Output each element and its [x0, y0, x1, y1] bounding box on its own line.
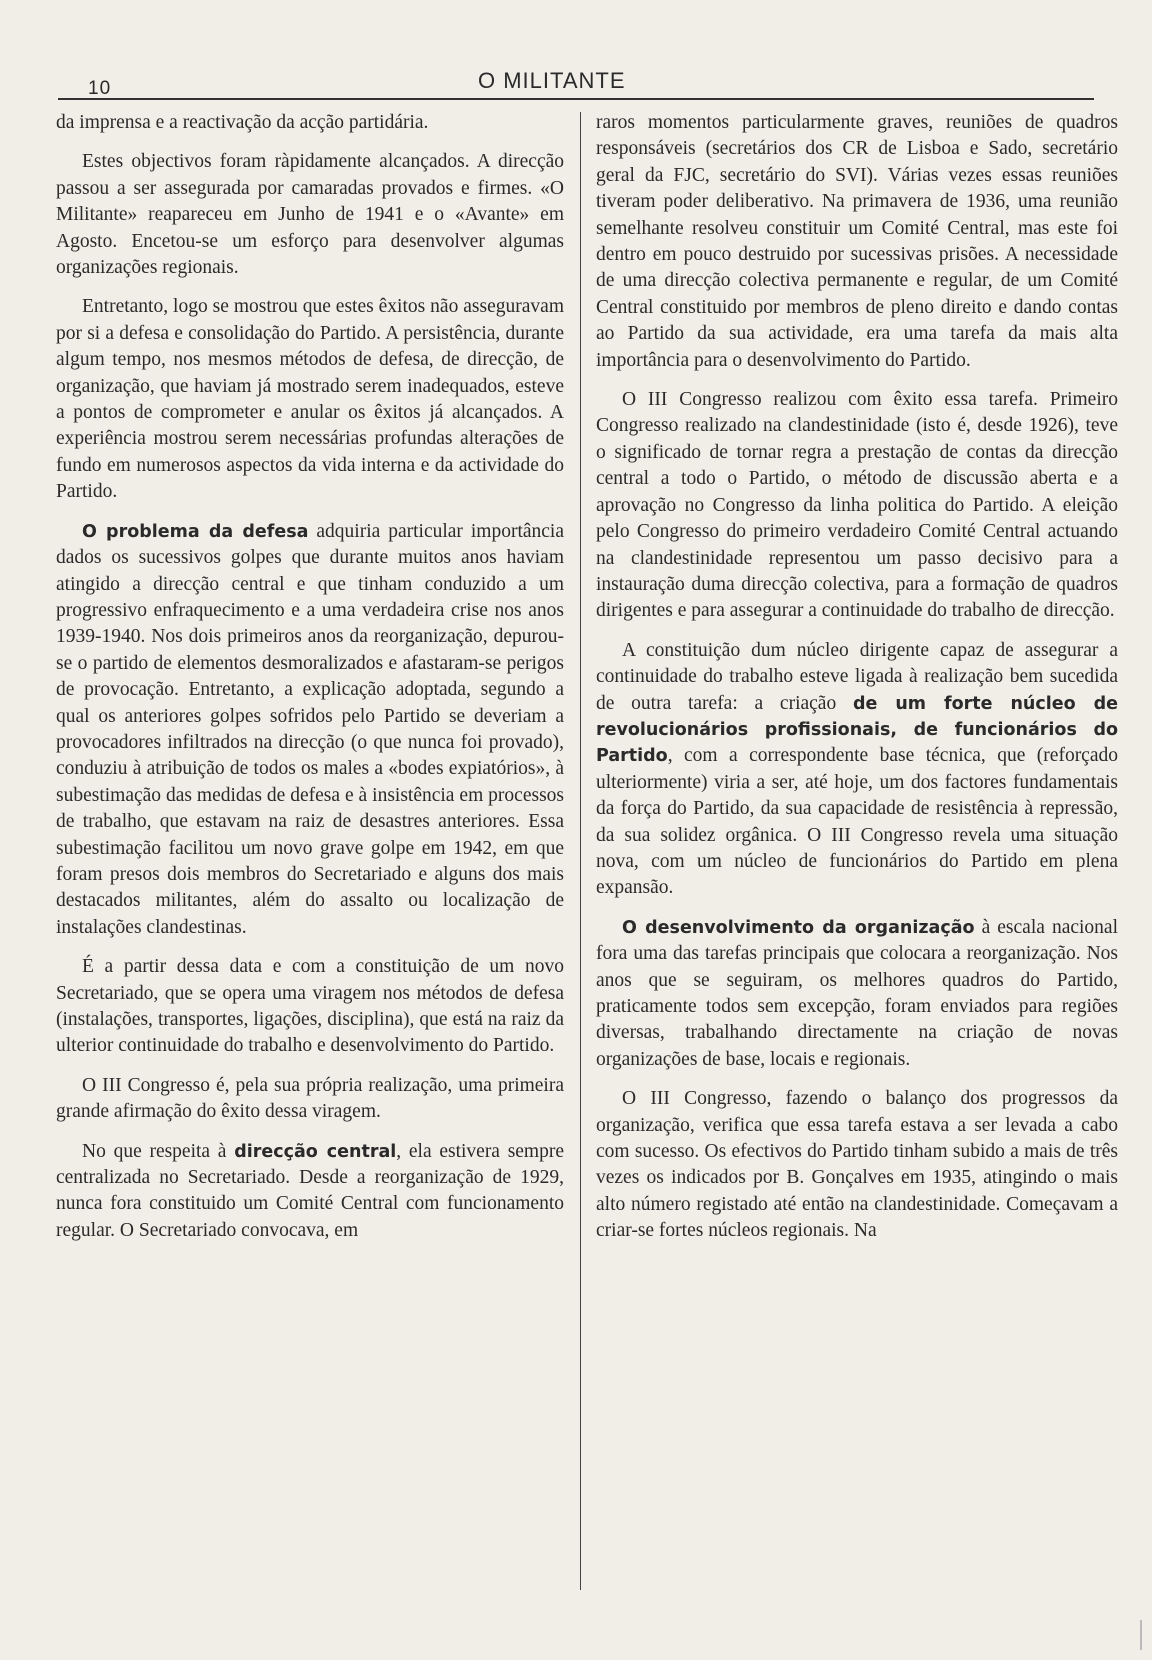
section-lead: O desenvolvimento da organização [622, 917, 975, 938]
paragraph [596, 915, 1118, 1073]
page-number: 10 [88, 78, 112, 99]
paragraph: raros momentos particularmente graves, reuniões de quadros responsáveis (secretários dos CR de Lisboa e Sado, secretário geral da FJC, secretário do SVI). Várias vezes essas reuniões tiveram poder deliberativo. Na primavera de 1936, uma reunião semelhante resolveu constituir um Comité Central, mas este foi dentro em pouco destruido por sucessivas prisões. A necessidade de uma direcção colectiva permanente e regular, de um Comité Central constituido por membros de pleno direito e dando contas ao Partido da sua actividade, era uma tarefa da mais alta importância para o desenvolvimento do Partido. [596, 112, 1118, 371]
paragraph: Entretanto, logo se mostrou que estes êxitos não asseguravam por si a defesa e consolidação do Partido. A persistência, durante algum tempo, nos mesmos métodos de defesa, de direcção, de organização, que haviam já mostrado serem inadequados, esteve a pontos de comprometer e anular os êxitos já alcançados. A experiência mostrou serem necessárias profundas alterações de fundo em numerosos aspectos da vida interna e da actividade do Partido. [56, 296, 564, 503]
section-lead: O problema da defesa [82, 521, 309, 542]
left-column [56, 110, 564, 1257]
paragraph: da imprensa e a reactivação da acção partidária. [56, 112, 429, 133]
paragraph: O III Congresso é, pela sua própria realização, uma primeira grande afirmação do êxito dessa viragem. [56, 1074, 564, 1123]
paragraph-text: , ela estivera sempre centralizada no Secretariado. Desde a reorganização de 1929, nunca fora constituido um Comité Central com funcionamento regular. O Secretariado convocava, em [56, 1140, 565, 1241]
paragraph [596, 638, 1118, 902]
page-header [58, 66, 1094, 102]
emphasis-text: direcção central [234, 1141, 397, 1162]
paragraph-text: , com a correspondente base técnica, que (reforçado ulteriormente) viria a ser, até hoje, um dos factores fundamentais da força do Partido, da sua capacidade de resistência à repressão, da sua solidez orgânica. O III Congresso revela uma situação nova, com um núcleo de funcionários do Partido em plena expansão. [596, 745, 1118, 899]
paragraph-text: No que respeita à [82, 1140, 235, 1162]
paragraph: É a partir dessa data e com a constituição de um novo Secretariado, que se opera uma viragem nos métodos de defesa (instalações, transportes, ligações, disciplina), que está na raiz da ulterior continuidade do trabalho e desenvolvimento do Partido. [56, 956, 564, 1057]
header-rule [58, 98, 1094, 100]
paragraph: O III Congresso, fazendo o balanço dos progressos da organização, verifica que essa tarefa estava a ser levada a cabo com sucesso. Os efectivos do Partido tinham subido a mais de três vezes os indicados por B. Gonçalves em 1935, atingindo o mais alto número registado até então na clandestinidade. Começavam a criar-se fortes núcleos regionais. Na [596, 1088, 1118, 1242]
paragraph [56, 519, 564, 942]
journal-title: O MILITANTE [478, 68, 626, 93]
page-edge-mark [1140, 1620, 1142, 1650]
right-column [596, 110, 1118, 1258]
paragraph: O III Congresso realizou com êxito essa tarefa. Primeiro Congresso realizado na clandestinidade (isto é, desde 1926), teve o significado de tornar regra a prestação de contas da direcção central a todo o Partido, o método de discussão aberta e a aprovação no Congresso da linha politica do Partido. A eleição pelo Congresso do primeiro verdadeiro Comité Central actuando na clandestinidade representou um passo decisivo para a instauração duma direcção colectiva, para a formação de quadros dirigentes e para assegurar a continuidade do trabalho de direcção. [596, 389, 1118, 622]
paragraph: Estes objectivos foram ràpidamente alcançados. A direcção passou a ser assegurada por camaradas provados e firmes. «O Militante» reapareceu em Junho de 1941 e o «Avante» em Agosto. Encetou-se um esforço para desenvolver algumas organizações regionais. [56, 151, 564, 279]
paragraph-text: adquiria particular importância dados os sucessivos golpes que durante muitos anos haviam atingido a direcção central e que tinham conduzido a um progressivo enfraquecimento e a uma verdadeira crise nos anos 1939-1940. Nos dois primeiros anos da reorganização, depurou-se o partido de elementos desmoralizados e afastaram-se perigos de provocação. Entretanto, a explicação adoptada, segundo a qual os anteriores golpes sofridos pelo Partido se deveriam a provocadores infiltrados na direcção (o que nunca foi provado), conduziu à atribuição de todos os males a «bodes expiatórios», à subestimação das medidas de defesa e à insistência em processos de trabalho, que estavam na raiz de desastres anteriores. Essa subestimação facilitou um novo grave golpe em 1942, em que foram presos dois membros do Secretariado e alguns dos mais destacados militantes, além do assalto ou localização de instalações clandestinas. [56, 520, 564, 938]
paragraph [56, 1139, 564, 1245]
paragraph-text: à escala nacional fora uma das tarefas principais que colocara a reorganização. Nos anos que se seguiram, os melhores quadros do Partido, praticamente todos sem excepção, foram enviados para regiões diversas, trabalhando directamente na criação de novas organizações de base, locais e regionais. [596, 916, 1118, 1070]
emphasis-text: de um forte núcleo de revolucionários profissionais, de funcionários do Partido [596, 693, 1118, 767]
column-divider [580, 112, 581, 1590]
paragraph-text: A constituição dum núcleo dirigente capaz de assegurar a continuidade do trabalho esteve ligada à realização bem sucedida de outra tarefa: a criação [596, 639, 1118, 714]
